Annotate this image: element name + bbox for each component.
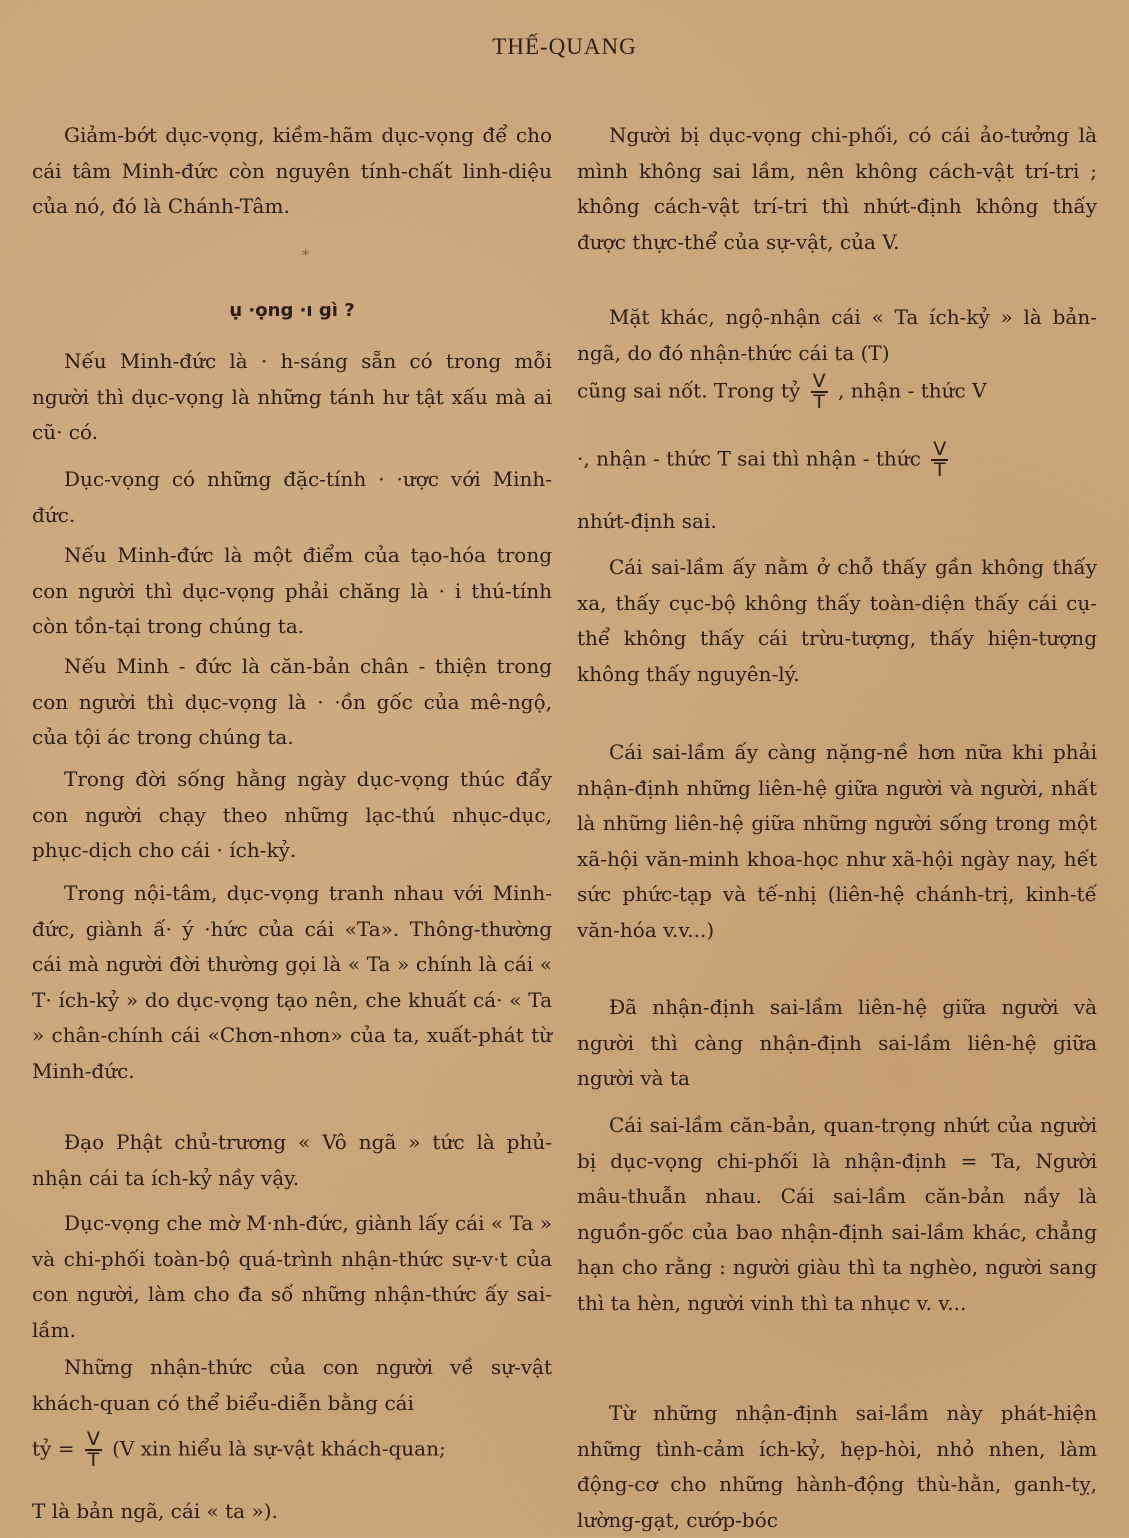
- left-column: [32, 0, 552, 1536]
- paragraph: Cái sai-lầm căn-bản, quan-trọng nhứt của người bị dục-vọng chi-phối là nhận-định = Ta, Người mâu-thuẫn nhau. Cái sai-lầm căn-bản nầy là nguồn-gốc của bao nhận-định sai-lầm khác, chẳng hạn cho rằng : người giàu thì ta nghèo, người sang thì ta hèn, người vinh thì ta nhục v. v...: [577, 1113, 1097, 1315]
- fraction-v-over-t: [85, 1430, 102, 1470]
- paragraph: T là bản ngã, cái « ta »).: [32, 1499, 278, 1523]
- ratio-equation: [577, 372, 1097, 412]
- section-separator: *: [302, 248, 309, 264]
- paragraph: Đã nhận-định sai-lầm liên-hệ giữa người và người thì càng nhận-định sai-lầm liên-hệ giữa người và ta: [577, 995, 1097, 1090]
- fraction-denominator: T: [85, 1449, 102, 1470]
- paragraph: Nếu Minh - đức là căn-bản chân - thiện trong con người thì dục-vọng là · ·ồn gốc của mê-ngộ, của tội ác trong chúng ta.: [32, 654, 552, 749]
- equation-prefix: ·, nhận - thức T sai thì nhận - thức: [577, 446, 921, 471]
- fraction-numerator: V: [812, 370, 826, 392]
- equation-suffix: , nhận - thức V: [837, 378, 987, 403]
- paragraph: Giảm-bớt dục-vọng, kiềm-hãm dục-vọng để cho cái tâm Minh-đức còn nguyên tính-chất linh-diệu của nó, đó là Chánh-Tâm.: [32, 123, 552, 218]
- paragraph: Nếu Minh-đức là một điểm của tạo-hóa trong con người thì dục-vọng phải chăng là · i thú-tính còn tồn-tại trong chúng ta.: [32, 543, 552, 638]
- paragraph: Cái sai-lầm ấy nằm ở chỗ thấy gần không thấy xa, thấy cục-bộ không thấy toàn-diện thấy cái cụ-thể không thấy cái trừu-tượng, thấy hiện-tượng không thấy nguyên-lý.: [577, 555, 1097, 686]
- paragraph: Những nhận-thức của con người về sự-vật khách-quan có thể biểu-diễn bằng cái: [32, 1355, 552, 1415]
- equation-suffix: (V xin hiểu là sự-vật khách-quan;: [112, 1436, 446, 1461]
- fraction-denominator: T: [811, 391, 828, 412]
- paragraph: Dục-vọng che mờ M·nh-đức, giành lấy cái « Ta » và chi-phối toàn-bộ quá-trình nhận-thức sự-v·t của con người, làm cho đa số những nhận-thức ấy sai-lầm.: [32, 1211, 552, 1342]
- paragraph: Dục-vọng có những đặc-tính · ·ược với Minh-đức.: [32, 467, 552, 527]
- fraction-denominator: T: [931, 459, 948, 480]
- paragraph: nhứt-định sai.: [577, 509, 717, 533]
- page-header: THẾ-QUANG: [492, 34, 637, 59]
- section-heading: ụ ·ọng ·ı gì ?: [229, 300, 355, 321]
- paragraph: Mặt khác, ngộ-nhận cái « Ta ích-kỷ » là bản-ngã, do đó nhận-thức cái ta (T): [577, 305, 1097, 365]
- ratio-equation: [577, 440, 1097, 480]
- fraction-numerator: V: [86, 1428, 100, 1450]
- paragraph: Trong nội-tâm, dục-vọng tranh nhau với Minh-đức, giành ấ· ý ·hức của cái «Ta». Thông-thường cái mà người đời thường gọi là « Ta » chính là cái « T· ích-kỷ » do dục-vọng tạo nên, che khuất cá· « Ta » chân-chính cái «Chơn-nhơn» của ta, xuất-phát từ Minh-đức.: [32, 881, 552, 1083]
- fraction-v-over-t: [931, 440, 948, 480]
- paragraph: Từ những nhận-định sai-lầm này phát-hiện những tình-cảm ích-kỷ, hẹp-hòi, nhỏ nhen, làm động-cơ cho những hành-động thù-hằn, ganh-tỵ, lường-gạt, cướp-bóc: [577, 1401, 1097, 1532]
- paragraph: Người bị dục-vọng chi-phối, có cái ảo-tưởng là mình không sai lầm, nên không cách-vật trí-tri ; không cách-vật trí-tri thì nhứt-định không thấy được thực-thể của sự-vật, của V.: [577, 123, 1097, 254]
- right-column: [577, 0, 1097, 1536]
- fraction-numerator: V: [933, 438, 947, 460]
- equation-prefix: tỷ =: [32, 1436, 75, 1461]
- equation-prefix: cũng sai nốt. Trong tỷ: [577, 378, 801, 403]
- ratio-equation: [32, 1430, 552, 1470]
- paragraph: Trong đời sống hằng ngày dục-vọng thúc đẩy con người chạy theo những lạc-thú nhục-dục, phục-dịch cho cái · ích-kỷ.: [32, 767, 552, 862]
- paragraph: Cái sai-lầm ấy càng nặng-nề hơn nữa khi phải nhận-định những liên-hệ giữa người và người, nhất là những liên-hệ giữa những người sống trong một xã-hội văn-minh khoa-học như xã-hội ngày nay, hết sức phức-tạp và tế-nhị (liên-hệ chánh-trị, kinh-tế văn-hóa v.v...): [577, 740, 1097, 942]
- paragraph: Nếu Minh-đức là · h-sáng sẵn có trong mỗi người thì dục-vọng là những tánh hư tật xấu mà ai cũ· có.: [32, 349, 552, 444]
- fraction-v-over-t: [811, 372, 828, 412]
- paragraph: Đạo Phật chủ-trương « Vô ngã » tức là phủ-nhận cái ta ích-kỷ nầy vậy.: [32, 1130, 552, 1190]
